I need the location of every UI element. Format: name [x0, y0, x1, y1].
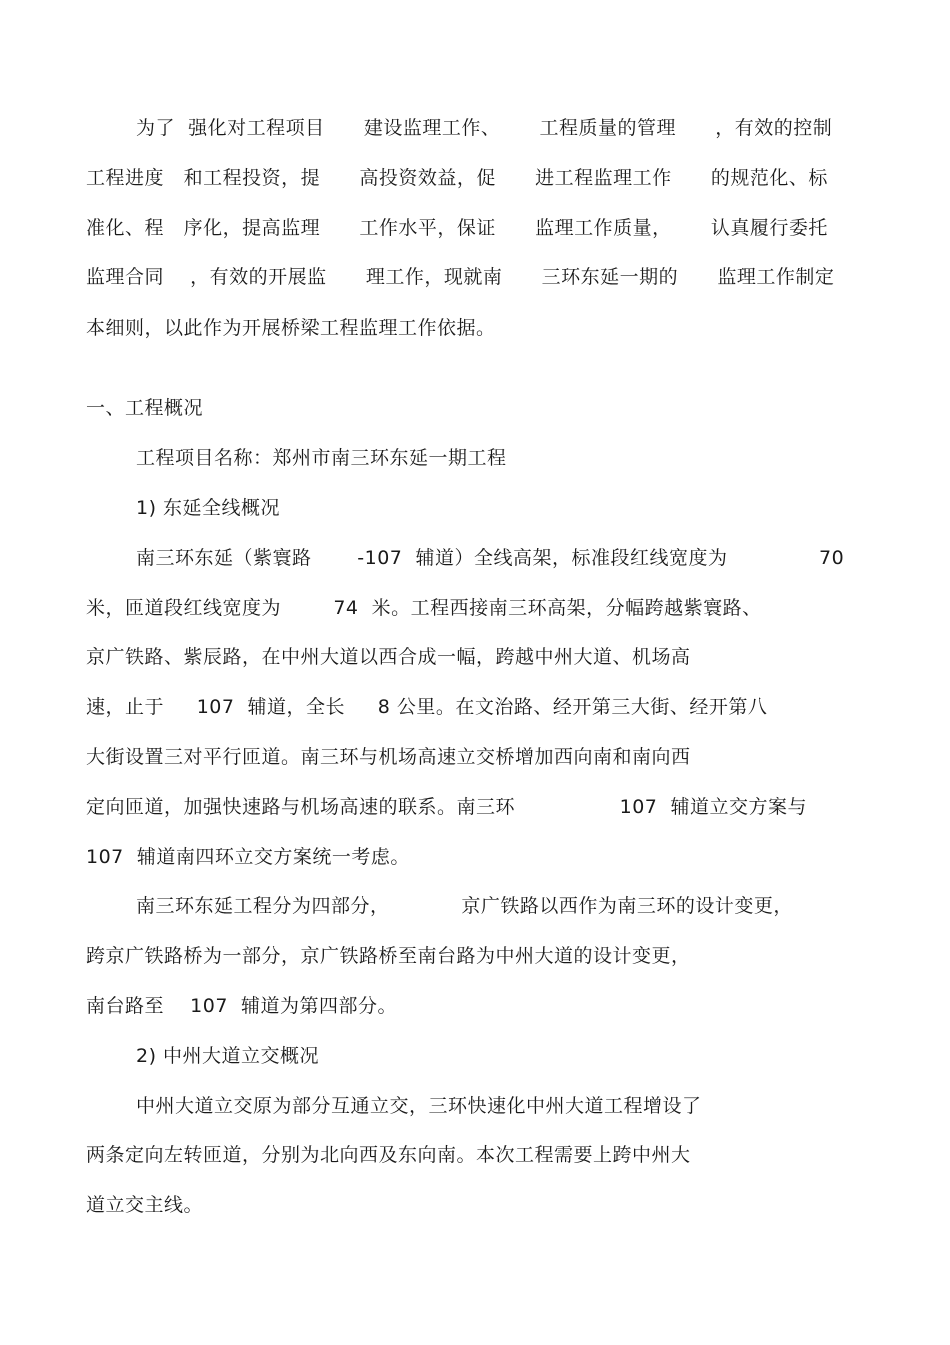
sub1-para1-line-2: 米，匝道段红线宽度为 74 米。工程西接南三环高架，分幅跨越紫寰路、 — [86, 597, 762, 619]
section-heading: 一、工程概况 — [86, 397, 204, 419]
intro-line-1: 为了 强化对工程项目 建设监理工作、 工程质量的管理 ，有效的控制 — [136, 117, 833, 139]
intro-line-3: 准化、程 序化，提高监理 工作水平，保证 监理工作质量， 认真履行委托 — [86, 217, 828, 239]
sub1-para1-line-5: 大街设置三对平行匝道。南三环与机场高速立交桥增加西向南和南向西 — [86, 746, 691, 768]
sub2-para-line-3: 道立交主线。 — [86, 1194, 204, 1216]
sub2-para-line-2: 两条定向左转匝道，分别为北向西及东向南。本次工程需要上跨中州大 — [86, 1144, 691, 1166]
sub1-para1-line-6: 定向匝道，加强快速路与机场高速的联系。南三环 107 辅道立交方案与 — [86, 796, 807, 818]
sub1-para1-line-7: 107 辅道南四环立交方案统一考虑。 — [86, 846, 410, 868]
sub2-para-line-1: 中州大道立交原为部分互通立交，三环快速化中州大道工程增设了 — [136, 1095, 702, 1117]
subsection-1-title: 1) 东延全线概况 — [136, 497, 281, 519]
sub1-para2-line-2: 跨京广铁路桥为一部分，京广铁路桥至南台路为中州大道的设计变更， — [86, 945, 691, 967]
project-name-line: 工程项目名称：郑州市南三环东延一期工程 — [136, 447, 507, 469]
sub1-para1-line-4: 速，止于 107 辅道，全长 8 公里。在文治路、经开第三大街、经开第八 — [86, 696, 768, 718]
intro-line-5: 本细则，以此作为开展桥梁工程监理工作依据。 — [86, 317, 496, 339]
intro-line-2: 工程进度 和工程投资，提 高投资效益，促 进工程监理工作 的规范化、标 — [86, 167, 828, 189]
subsection-2-title: 2) 中州大道立交概况 — [136, 1045, 320, 1067]
sub1-para2-line-3: 南台路至 107 辅道为第四部分。 — [86, 995, 398, 1017]
sub1-para2-line-1: 南三环东延工程分为四部分， 京广铁路以西作为南三环的设计变更， — [136, 895, 793, 917]
sub1-para1-line-1: 南三环东延（紫寰路 -107 辅道）全线高架，标准段红线宽度为 70 — [136, 547, 845, 569]
intro-line-4: 监理合同 ，有效的开展监 理工作，现就南 三环东延一期的 监理工作制定 — [86, 266, 835, 288]
sub1-para1-line-3: 京广铁路、紫辰路，在中州大道以西合成一幅，跨越中州大道、机场高 — [86, 646, 691, 668]
